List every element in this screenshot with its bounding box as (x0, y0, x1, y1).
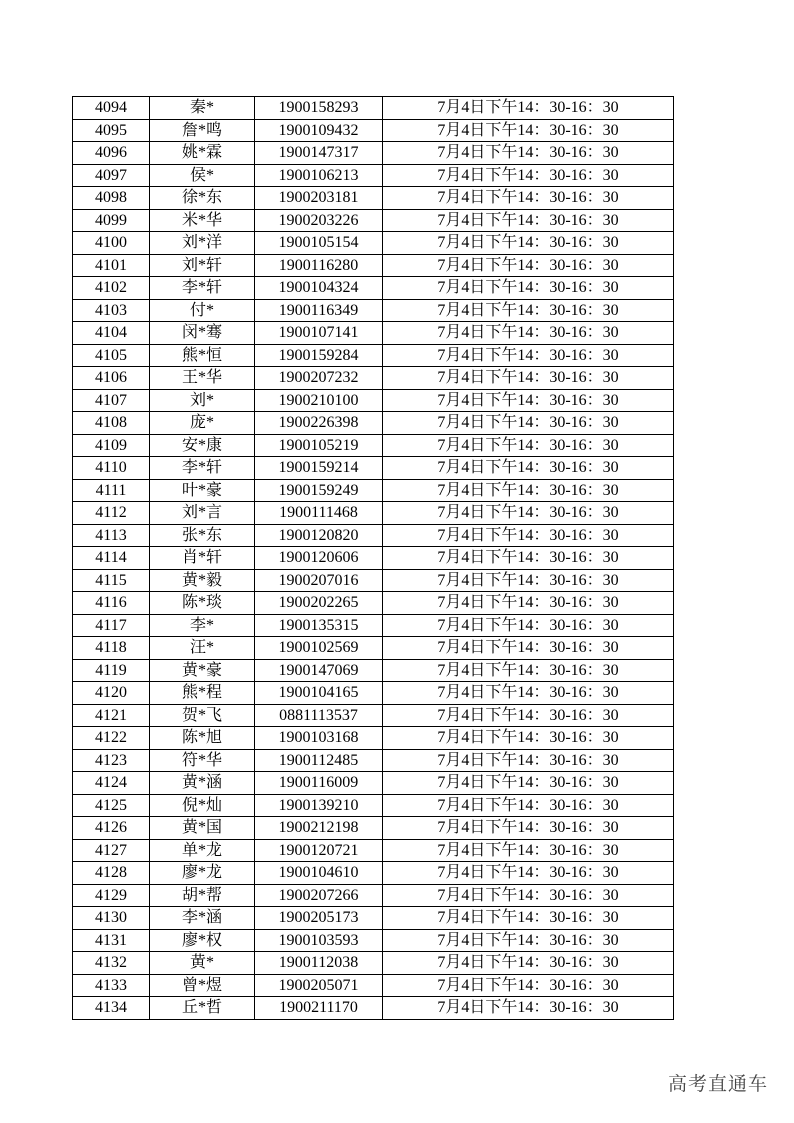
name-cell: 秦* (150, 97, 255, 120)
name-cell: 徐*东 (150, 187, 255, 210)
name-cell: 米*华 (150, 209, 255, 232)
id-number-cell: 1900135315 (255, 614, 383, 637)
seq-number-cell: 4131 (73, 929, 150, 952)
id-number-cell: 0881113537 (255, 704, 383, 727)
table-row (73, 479, 674, 502)
name-cell: 黄*国 (150, 817, 255, 840)
seq-number-cell: 4133 (73, 974, 150, 997)
seq-number-cell: 4099 (73, 209, 150, 232)
id-number-cell: 1900205071 (255, 974, 383, 997)
id-number-cell: 1900103593 (255, 929, 383, 952)
name-cell: 安*康 (150, 434, 255, 457)
table-row (73, 614, 674, 637)
seq-number-cell: 4127 (73, 839, 150, 862)
name-cell: 李*轩 (150, 277, 255, 300)
name-cell: 叶*豪 (150, 479, 255, 502)
table-row (73, 322, 674, 345)
exam-time-cell: 7月4日下午14：30-16：30 (383, 772, 674, 795)
id-number-cell: 1900212198 (255, 817, 383, 840)
table-row (73, 952, 674, 975)
table-row (73, 277, 674, 300)
name-cell: 符*华 (150, 749, 255, 772)
seq-number-cell: 4126 (73, 817, 150, 840)
seq-number-cell: 4132 (73, 952, 150, 975)
name-cell: 熊*恒 (150, 344, 255, 367)
exam-time-cell: 7月4日下午14：30-16：30 (383, 997, 674, 1020)
exam-time-cell: 7月4日下午14：30-16：30 (383, 547, 674, 570)
name-cell: 陈*琰 (150, 592, 255, 615)
exam-time-cell: 7月4日下午14：30-16：30 (383, 254, 674, 277)
seq-number-cell: 4119 (73, 659, 150, 682)
table-row (73, 299, 674, 322)
id-number-cell: 1900159284 (255, 344, 383, 367)
exam-time-cell: 7月4日下午14：30-16：30 (383, 277, 674, 300)
table-row (73, 164, 674, 187)
table-row (73, 997, 674, 1020)
seq-number-cell: 4105 (73, 344, 150, 367)
id-number-cell: 1900104324 (255, 277, 383, 300)
id-number-cell: 1900105154 (255, 232, 383, 255)
name-cell: 黄*涵 (150, 772, 255, 795)
exam-time-cell: 7月4日下午14：30-16：30 (383, 524, 674, 547)
exam-time-cell: 7月4日下午14：30-16：30 (383, 119, 674, 142)
name-cell: 姚*霖 (150, 142, 255, 165)
exam-time-cell: 7月4日下午14：30-16：30 (383, 749, 674, 772)
exam-time-cell: 7月4日下午14：30-16：30 (383, 727, 674, 750)
name-cell: 黄*毅 (150, 569, 255, 592)
seq-number-cell: 4103 (73, 299, 150, 322)
exam-time-cell: 7月4日下午14：30-16：30 (383, 232, 674, 255)
seq-number-cell: 4124 (73, 772, 150, 795)
id-number-cell: 1900106213 (255, 164, 383, 187)
name-cell: 陈*旭 (150, 727, 255, 750)
id-number-cell: 1900211170 (255, 997, 383, 1020)
seq-number-cell: 4110 (73, 457, 150, 480)
table-row (73, 97, 674, 120)
id-number-cell: 1900116009 (255, 772, 383, 795)
exam-time-cell: 7月4日下午14：30-16：30 (383, 682, 674, 705)
table-row (73, 682, 674, 705)
seq-number-cell: 4107 (73, 389, 150, 412)
seq-number-cell: 4097 (73, 164, 150, 187)
seq-number-cell: 4113 (73, 524, 150, 547)
table-row (73, 142, 674, 165)
seq-number-cell: 4104 (73, 322, 150, 345)
table-row (73, 929, 674, 952)
exam-time-cell: 7月4日下午14：30-16：30 (383, 97, 674, 120)
name-cell: 丘*哲 (150, 997, 255, 1020)
id-number-cell: 1900116349 (255, 299, 383, 322)
name-cell: 李* (150, 614, 255, 637)
table-row (73, 389, 674, 412)
table-row (73, 817, 674, 840)
id-number-cell: 1900210100 (255, 389, 383, 412)
exam-time-cell: 7月4日下午14：30-16：30 (383, 142, 674, 165)
exam-time-cell: 7月4日下午14：30-16：30 (383, 862, 674, 885)
name-cell: 王*华 (150, 367, 255, 390)
table-row (73, 907, 674, 930)
seq-number-cell: 4096 (73, 142, 150, 165)
seq-number-cell: 4125 (73, 794, 150, 817)
exam-time-cell: 7月4日下午14：30-16：30 (383, 614, 674, 637)
exam-time-cell: 7月4日下午14：30-16：30 (383, 907, 674, 930)
table-row (73, 187, 674, 210)
table-row (73, 704, 674, 727)
id-number-cell: 1900202265 (255, 592, 383, 615)
seq-number-cell: 4112 (73, 502, 150, 525)
seq-number-cell: 4094 (73, 97, 150, 120)
exam-time-cell: 7月4日下午14：30-16：30 (383, 952, 674, 975)
id-number-cell: 1900207016 (255, 569, 383, 592)
id-number-cell: 1900104610 (255, 862, 383, 885)
name-cell: 侯* (150, 164, 255, 187)
table-row (73, 727, 674, 750)
exam-time-cell: 7月4日下午14：30-16：30 (383, 884, 674, 907)
id-number-cell: 1900102569 (255, 637, 383, 660)
exam-time-cell: 7月4日下午14：30-16：30 (383, 412, 674, 435)
id-number-cell: 1900147069 (255, 659, 383, 682)
exam-time-cell: 7月4日下午14：30-16：30 (383, 794, 674, 817)
exam-time-cell: 7月4日下午14：30-16：30 (383, 344, 674, 367)
exam-time-cell: 7月4日下午14：30-16：30 (383, 592, 674, 615)
name-cell: 付* (150, 299, 255, 322)
seq-number-cell: 4121 (73, 704, 150, 727)
exam-time-cell: 7月4日下午14：30-16：30 (383, 457, 674, 480)
table-row (73, 974, 674, 997)
id-number-cell: 1900120721 (255, 839, 383, 862)
id-number-cell: 1900112485 (255, 749, 383, 772)
table-row (73, 502, 674, 525)
name-cell: 李*涵 (150, 907, 255, 930)
roster-table (72, 96, 674, 1020)
exam-time-cell: 7月4日下午14：30-16：30 (383, 322, 674, 345)
exam-time-cell: 7月4日下午14：30-16：30 (383, 659, 674, 682)
exam-time-cell: 7月4日下午14：30-16：30 (383, 209, 674, 232)
name-cell: 廖*权 (150, 929, 255, 952)
seq-number-cell: 4128 (73, 862, 150, 885)
roster-table-body (73, 97, 674, 1020)
table-row (73, 659, 674, 682)
id-number-cell: 1900159249 (255, 479, 383, 502)
table-row (73, 794, 674, 817)
id-number-cell: 1900111468 (255, 502, 383, 525)
table-row (73, 209, 674, 232)
table-row (73, 637, 674, 660)
seq-number-cell: 4120 (73, 682, 150, 705)
table-row (73, 367, 674, 390)
id-number-cell: 1900203226 (255, 209, 383, 232)
id-number-cell: 1900120820 (255, 524, 383, 547)
name-cell: 黄*豪 (150, 659, 255, 682)
id-number-cell: 1900203181 (255, 187, 383, 210)
name-cell: 闵*骞 (150, 322, 255, 345)
table-row (73, 884, 674, 907)
table-row (73, 569, 674, 592)
exam-time-cell: 7月4日下午14：30-16：30 (383, 187, 674, 210)
seq-number-cell: 4123 (73, 749, 150, 772)
table-row (73, 434, 674, 457)
name-cell: 贺*飞 (150, 704, 255, 727)
exam-time-cell: 7月4日下午14：30-16：30 (383, 434, 674, 457)
seq-number-cell: 4108 (73, 412, 150, 435)
seq-number-cell: 4117 (73, 614, 150, 637)
name-cell: 熊*程 (150, 682, 255, 705)
watermark-text: 高考直通车 (667, 1073, 768, 1095)
table-row (73, 524, 674, 547)
table-row (73, 457, 674, 480)
exam-time-cell: 7月4日下午14：30-16：30 (383, 929, 674, 952)
seq-number-cell: 4100 (73, 232, 150, 255)
seq-number-cell: 4122 (73, 727, 150, 750)
seq-number-cell: 4102 (73, 277, 150, 300)
exam-time-cell: 7月4日下午14：30-16：30 (383, 367, 674, 390)
table-row (73, 547, 674, 570)
name-cell: 刘* (150, 389, 255, 412)
name-cell: 刘*轩 (150, 254, 255, 277)
name-cell: 刘*洋 (150, 232, 255, 255)
seq-number-cell: 4130 (73, 907, 150, 930)
seq-number-cell: 4134 (73, 997, 150, 1020)
seq-number-cell: 4118 (73, 637, 150, 660)
seq-number-cell: 4095 (73, 119, 150, 142)
seq-number-cell: 4114 (73, 547, 150, 570)
name-cell: 曾*煜 (150, 974, 255, 997)
seq-number-cell: 4106 (73, 367, 150, 390)
exam-time-cell: 7月4日下午14：30-16：30 (383, 479, 674, 502)
name-cell: 肖*轩 (150, 547, 255, 570)
table-row (73, 344, 674, 367)
id-number-cell: 1900147317 (255, 142, 383, 165)
name-cell: 刘*言 (150, 502, 255, 525)
name-cell: 倪*灿 (150, 794, 255, 817)
id-number-cell: 1900104165 (255, 682, 383, 705)
name-cell: 李*轩 (150, 457, 255, 480)
exam-time-cell: 7月4日下午14：30-16：30 (383, 637, 674, 660)
id-number-cell: 1900112038 (255, 952, 383, 975)
seq-number-cell: 4115 (73, 569, 150, 592)
name-cell: 廖*龙 (150, 862, 255, 885)
exam-time-cell: 7月4日下午14：30-16：30 (383, 839, 674, 862)
exam-time-cell: 7月4日下午14：30-16：30 (383, 164, 674, 187)
exam-time-cell: 7月4日下午14：30-16：30 (383, 974, 674, 997)
id-number-cell: 1900158293 (255, 97, 383, 120)
id-number-cell: 1900159214 (255, 457, 383, 480)
exam-time-cell: 7月4日下午14：30-16：30 (383, 502, 674, 525)
id-number-cell: 1900207266 (255, 884, 383, 907)
seq-number-cell: 4111 (73, 479, 150, 502)
name-cell: 张*东 (150, 524, 255, 547)
id-number-cell: 1900107141 (255, 322, 383, 345)
id-number-cell: 1900205173 (255, 907, 383, 930)
table-row (73, 232, 674, 255)
seq-number-cell: 4116 (73, 592, 150, 615)
exam-time-cell: 7月4日下午14：30-16：30 (383, 299, 674, 322)
table-row (73, 862, 674, 885)
id-number-cell: 1900120606 (255, 547, 383, 570)
table-row (73, 119, 674, 142)
table-row (73, 592, 674, 615)
seq-number-cell: 4101 (73, 254, 150, 277)
exam-time-cell: 7月4日下午14：30-16：30 (383, 389, 674, 412)
name-cell: 詹*鸣 (150, 119, 255, 142)
exam-time-cell: 7月4日下午14：30-16：30 (383, 704, 674, 727)
table-row (73, 412, 674, 435)
exam-time-cell: 7月4日下午14：30-16：30 (383, 817, 674, 840)
table-row (73, 839, 674, 862)
table-row (73, 749, 674, 772)
seq-number-cell: 4109 (73, 434, 150, 457)
exam-time-cell: 7月4日下午14：30-16：30 (383, 569, 674, 592)
id-number-cell: 1900116280 (255, 254, 383, 277)
name-cell: 黄* (150, 952, 255, 975)
id-number-cell: 1900139210 (255, 794, 383, 817)
name-cell: 汪* (150, 637, 255, 660)
id-number-cell: 1900105219 (255, 434, 383, 457)
id-number-cell: 1900109432 (255, 119, 383, 142)
id-number-cell: 1900103168 (255, 727, 383, 750)
name-cell: 庞* (150, 412, 255, 435)
table-row (73, 254, 674, 277)
name-cell: 胡*帮 (150, 884, 255, 907)
seq-number-cell: 4098 (73, 187, 150, 210)
table-row (73, 772, 674, 795)
id-number-cell: 1900207232 (255, 367, 383, 390)
seq-number-cell: 4129 (73, 884, 150, 907)
name-cell: 单*龙 (150, 839, 255, 862)
id-number-cell: 1900226398 (255, 412, 383, 435)
